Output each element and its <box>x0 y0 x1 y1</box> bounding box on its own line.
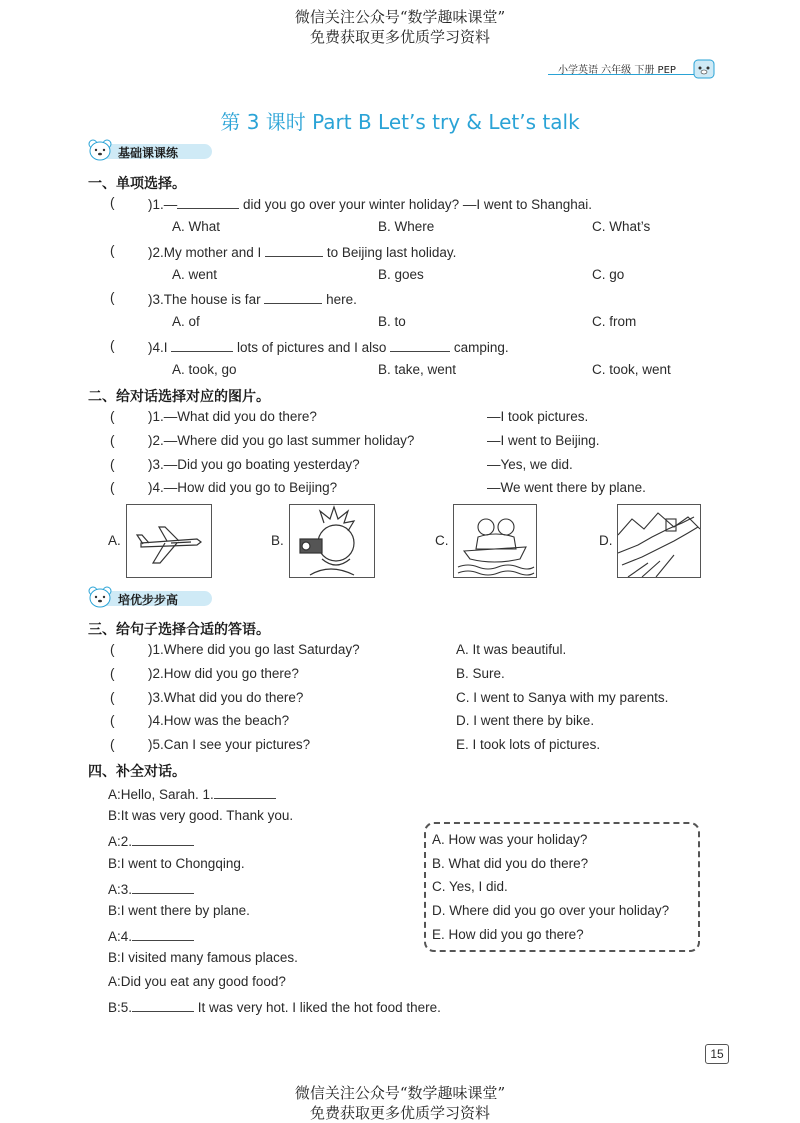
match-answer: C. I went to Sanya with my parents. <box>456 690 669 705</box>
answer-paren[interactable]: ( <box>110 666 115 681</box>
watermark-top-line2: 免费获取更多优质学习资料 <box>309 28 490 46</box>
option-item: D. Where did you go over your holiday? <box>432 903 670 918</box>
banner-advanced-label: 培优步步高 <box>118 593 179 607</box>
section3-heading: 三、给句子选择合适的答语。 <box>88 622 270 638</box>
dialogue-question: )1.—What did you do there? <box>148 409 317 424</box>
fill-blank[interactable] <box>132 998 194 1012</box>
great-wall-icon <box>618 505 700 577</box>
option[interactable]: B. take, went <box>378 362 457 377</box>
watermark-bottom-line1: 微信关注公众号“数学趣味课堂” <box>294 1084 506 1102</box>
match-question: )2.How did you go there? <box>148 666 299 681</box>
option-item: C. Yes, I did. <box>432 879 508 894</box>
question-1: )1.— did you go over your winter holiday? —I went to Shanghai. <box>148 197 592 212</box>
option[interactable]: C. go <box>592 267 625 282</box>
picture-boating <box>453 504 537 578</box>
dialogue-line: A:4. <box>108 927 194 944</box>
banner-basic <box>88 141 218 161</box>
answer-paren[interactable]: ( <box>110 690 115 705</box>
fill-blank[interactable] <box>132 880 194 894</box>
header-tag <box>548 58 718 80</box>
picture-label: B. <box>271 533 284 548</box>
dialogue-line: B:I went to Chongqing. <box>108 856 245 871</box>
header-tag-text: 小学英语 六年级 下册 PEP <box>558 65 676 76</box>
option[interactable]: C. took, went <box>592 362 671 377</box>
option[interactable]: B. Where <box>378 219 435 234</box>
page-number: 15 <box>705 1044 729 1064</box>
answer-paren[interactable]: ( <box>110 713 115 728</box>
match-answer: E. I took lots of pictures. <box>456 737 601 752</box>
answer-paren[interactable]: ( <box>110 433 115 448</box>
picture-plane <box>126 504 212 578</box>
dialogue-line: B:I went there by plane. <box>108 903 250 918</box>
watermark-bottom-line2: 免费获取更多优质学习资料 <box>309 1104 490 1122</box>
dialogue-line: A:Did you eat any good food? <box>108 974 286 989</box>
option[interactable]: C. What’s <box>592 219 651 234</box>
option[interactable]: B. goes <box>378 267 424 282</box>
picture-label: C. <box>435 533 449 548</box>
answer-paren[interactable]: ( <box>110 195 115 210</box>
plane-icon <box>127 505 211 577</box>
page-title: 第 3 课时 Part B Let’s try & Let’s talk <box>220 110 580 134</box>
dialogue-question: )3.—Did you go boating yesterday? <box>148 457 360 472</box>
boy-camera-icon <box>290 505 374 577</box>
match-answer: B. Sure. <box>456 666 505 681</box>
answer-paren[interactable]: ( <box>110 737 115 752</box>
answer-paren[interactable]: ( <box>110 243 115 258</box>
match-question: )3.What did you do there? <box>148 690 304 705</box>
watermark-top-line1: 微信关注公众号“数学趣味课堂” <box>294 8 506 26</box>
option-item: A. How was your holiday? <box>432 832 588 847</box>
option[interactable]: A. took, go <box>172 362 237 377</box>
bear-icon <box>88 586 112 608</box>
match-answer: D. I went there by bike. <box>456 713 595 728</box>
dialogue-answer: —Yes, we did. <box>487 457 573 472</box>
option[interactable]: A. went <box>172 267 218 282</box>
fill-blank[interactable] <box>390 338 450 352</box>
boat-icon <box>454 505 536 577</box>
picture-label: D. <box>599 533 613 548</box>
dialogue-question: )2.—Where did you go last summer holiday? <box>148 433 415 448</box>
option[interactable]: A. of <box>172 314 200 329</box>
question-3: )3.The house is far here. <box>148 292 357 307</box>
dialogue-answer: —I took pictures. <box>487 409 589 424</box>
option-item: E. How did you go there? <box>432 927 584 942</box>
answer-paren[interactable]: ( <box>110 457 115 472</box>
fill-blank[interactable] <box>265 243 323 257</box>
option[interactable]: A. What <box>172 219 221 234</box>
banner-basic-label: 基础课课练 <box>118 146 179 160</box>
picture-camera-boy <box>289 504 375 578</box>
option[interactable]: B. to <box>378 314 406 329</box>
fill-blank[interactable] <box>171 338 233 352</box>
match-question: )5.Can I see your pictures? <box>148 737 311 752</box>
match-answer: A. It was beautiful. <box>456 642 567 657</box>
banner-advanced <box>88 588 218 608</box>
option[interactable]: C. from <box>592 314 637 329</box>
dialogue-line: A:2. <box>108 832 194 849</box>
dialogue-line: B:5. It was very hot. I liked the hot food there. <box>108 1000 441 1015</box>
answer-paren[interactable]: ( <box>110 338 115 353</box>
section4-heading: 四、补全对话。 <box>88 764 186 780</box>
bear-icon <box>693 58 715 80</box>
answer-paren[interactable]: ( <box>110 409 115 424</box>
fill-blank[interactable] <box>132 927 194 941</box>
fill-blank[interactable] <box>214 785 276 799</box>
option-item: B. What did you do there? <box>432 856 589 871</box>
answer-paren[interactable]: ( <box>110 480 115 495</box>
match-question: )1.Where did you go last Saturday? <box>148 642 360 657</box>
match-question: )4.How was the beach? <box>148 713 290 728</box>
section2-heading: 二、给对话选择对应的图片。 <box>88 389 270 405</box>
question-4: )4.I lots of pictures and I also camping. <box>148 340 509 355</box>
bear-icon <box>88 139 112 161</box>
picture-great-wall <box>617 504 701 578</box>
dialogue-question: )4.—How did you go to Beijing? <box>148 480 338 495</box>
question-2: )2.My mother and I to Beijing last holiday. <box>148 245 457 260</box>
fill-blank[interactable] <box>264 290 322 304</box>
dialogue-line: B:It was very good. Thank you. <box>108 808 294 823</box>
dialogue-line: A:3. <box>108 880 194 897</box>
answer-paren[interactable]: ( <box>110 642 115 657</box>
dialogue-line: B:I visited many famous places. <box>108 950 298 965</box>
fill-blank[interactable] <box>177 195 239 209</box>
section1-heading: 一、单项选择。 <box>88 176 186 192</box>
dialogue-answer: —I went to Beijing. <box>487 433 600 448</box>
dialogue-line: A:Hello, Sarah. 1. <box>108 785 276 802</box>
answer-paren[interactable]: ( <box>110 290 115 305</box>
dialogue-answer: —We went there by plane. <box>487 480 646 495</box>
fill-blank[interactable] <box>132 832 194 846</box>
picture-label: A. <box>108 533 121 548</box>
